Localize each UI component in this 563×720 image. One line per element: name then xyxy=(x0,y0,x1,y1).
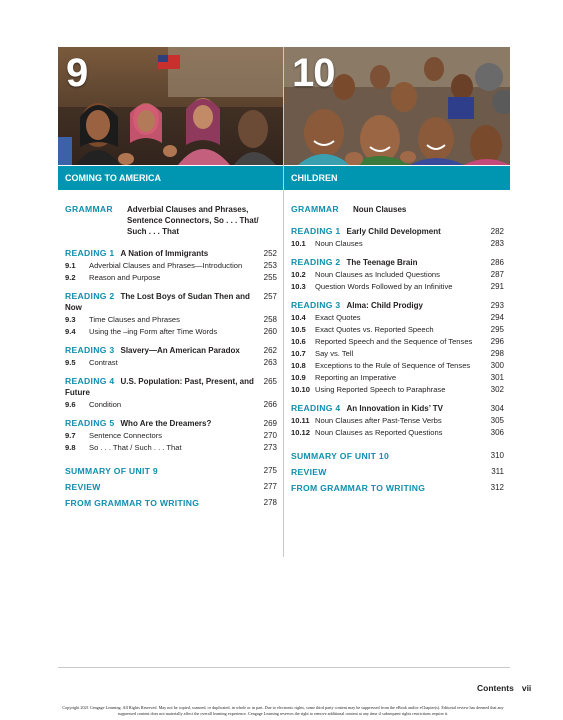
reading-entry[interactable] xyxy=(65,291,277,337)
grammar-topics xyxy=(291,204,504,215)
lesson-number: 10.4 xyxy=(291,313,306,322)
unit-number: 10 xyxy=(292,51,335,95)
reading-entry[interactable] xyxy=(65,248,277,283)
page-number: 305 xyxy=(490,416,504,425)
page-number: 300 xyxy=(490,361,504,370)
reading-entry[interactable] xyxy=(291,257,504,292)
footer-rule xyxy=(58,667,510,668)
page-number: 257 xyxy=(263,292,277,301)
lesson-entry[interactable] xyxy=(65,443,277,453)
unit-title-bar: COMING TO AMERICA xyxy=(58,166,283,190)
reading-label: READING 1 xyxy=(65,248,115,258)
footer-label: Contents xyxy=(477,683,514,693)
lesson-entry[interactable] xyxy=(291,349,504,359)
lesson-title: Noun Clauses as Reported Questions xyxy=(315,428,443,437)
lesson-title: Noun Clauses as Included Questions xyxy=(315,270,440,279)
lesson-number: 10.8 xyxy=(291,361,306,370)
page-number: 304 xyxy=(490,404,504,413)
summary-link[interactable]: SUMMARY OF UNIT 10 310 xyxy=(291,451,504,461)
lesson-title: Adverbial Clauses and Phrases—Introduction xyxy=(89,261,243,270)
lesson-entry[interactable] xyxy=(65,261,277,271)
lesson-number: 10.11 xyxy=(291,416,310,425)
reading-label: READING 1 xyxy=(291,226,341,236)
lesson-title: Exceptions to the Rule of Sequence of Tenses xyxy=(315,361,471,370)
reading-title: The Teenage Brain xyxy=(346,258,418,267)
lesson-number: 10.5 xyxy=(291,325,306,334)
page-number: 295 xyxy=(490,325,504,334)
lesson-entry[interactable] xyxy=(65,431,277,441)
reading-title: Alma: Child Prodigy xyxy=(346,301,423,310)
unit-summary-links xyxy=(291,450,504,494)
lesson-title: Using Reported Speech to Paraphrase xyxy=(315,385,446,394)
page-number: 258 xyxy=(263,315,277,324)
reading-title: An Innovation in Kids’ TV xyxy=(346,404,443,413)
page-number: 287 xyxy=(490,270,504,279)
reading-label: READING 4 xyxy=(291,403,341,413)
lesson-number: 10.12 xyxy=(291,428,311,437)
lesson-title: Reported Speech and the Sequence of Tenses xyxy=(315,337,473,346)
lesson-title: Reason and Purpose xyxy=(89,273,161,282)
reading-label: READING 5 xyxy=(65,418,115,428)
page-number: 266 xyxy=(263,400,277,409)
lesson-title: Question Words Followed by an Infinitive xyxy=(315,282,453,291)
page-number: 306 xyxy=(490,428,504,437)
review-link[interactable]: REVIEW 277 xyxy=(65,482,277,492)
unit-9-column xyxy=(58,47,283,509)
unit-title-bar: CHILDREN xyxy=(284,166,510,190)
lesson-title: Contrast xyxy=(89,358,118,367)
lesson-number: 9.7 xyxy=(65,431,76,440)
lesson-number: 10.7 xyxy=(291,349,306,358)
grammar-to-writing-link[interactable]: FROM GRAMMAR TO WRITING 278 xyxy=(65,498,277,508)
unit-10-toc xyxy=(284,190,510,494)
lesson-number: 10.3 xyxy=(291,282,306,291)
lesson-number: 9.1 xyxy=(65,261,76,270)
lesson-entry[interactable] xyxy=(291,325,504,335)
lesson-title: So . . . That / Such . . . That xyxy=(89,443,182,452)
page-number: 263 xyxy=(263,358,277,367)
lesson-number: 10.2 xyxy=(291,270,306,279)
summary-link[interactable]: SUMMARY OF UNIT 9 275 xyxy=(65,466,277,476)
lesson-number: 10.9 xyxy=(291,373,306,382)
page-number: 286 xyxy=(490,258,504,267)
reading-label: READING 2 xyxy=(291,257,341,267)
reading-label: READING 3 xyxy=(65,345,115,355)
reading-title: A Nation of Immigrants xyxy=(120,249,209,258)
unit-summary-links xyxy=(65,465,277,509)
lesson-number: 10.10 xyxy=(291,385,311,394)
lesson-number: 9.2 xyxy=(65,273,76,282)
lesson-title: Using the –ing Form after Time Words xyxy=(89,327,218,336)
grammar-topics-text: Noun Clauses xyxy=(353,205,407,214)
lesson-title: Reporting an Imperative xyxy=(315,373,397,382)
lesson-entry[interactable] xyxy=(65,400,277,410)
running-footer xyxy=(477,683,531,693)
unit-10-column xyxy=(284,47,510,494)
reading-title: U.S. Population: Past, Present, and Future xyxy=(65,377,254,397)
reading-title: The Lost Boys of Sudan Then and Now xyxy=(65,292,250,312)
grammar-label: GRAMMAR xyxy=(65,204,113,214)
lesson-number: 9.6 xyxy=(65,400,76,409)
page-number: 291 xyxy=(490,282,504,291)
grammar-to-writing-link[interactable]: FROM GRAMMAR TO WRITING 312 xyxy=(291,483,504,493)
reading-title: Who Are the Dreamers? xyxy=(120,419,212,428)
lesson-number: 9.8 xyxy=(65,443,76,452)
page-number: 253 xyxy=(263,261,277,270)
reading-entry[interactable] xyxy=(291,300,504,395)
page-number: 282 xyxy=(490,227,504,236)
unit-9-toc xyxy=(58,190,283,509)
reading-entry[interactable] xyxy=(65,376,277,410)
reading-entry[interactable] xyxy=(65,345,277,368)
reading-label: READING 3 xyxy=(291,300,341,310)
reading-title: Early Child Development xyxy=(346,227,441,236)
reading-label: READING 4 xyxy=(65,376,115,386)
lesson-entry[interactable] xyxy=(291,337,504,347)
lesson-entry[interactable] xyxy=(291,270,504,280)
page-number: 301 xyxy=(490,373,504,382)
page-number: 283 xyxy=(490,239,504,248)
lesson-title: Time Clauses and Phrases xyxy=(89,315,180,324)
reading-entry[interactable] xyxy=(291,226,504,249)
page-number: 252 xyxy=(263,249,277,258)
reading-entry[interactable] xyxy=(65,418,277,453)
page-number: 273 xyxy=(263,443,277,452)
lesson-entry[interactable] xyxy=(291,373,504,383)
lesson-entry[interactable] xyxy=(291,282,504,292)
lesson-entry[interactable] xyxy=(291,385,504,395)
page-number: 293 xyxy=(490,301,504,310)
lesson-title: Exact Quotes vs. Reported Speech xyxy=(315,325,434,334)
lesson-entry[interactable] xyxy=(65,358,277,368)
grammar-topics xyxy=(65,204,277,237)
lesson-entry[interactable] xyxy=(291,416,504,426)
copyright-notice: Copyright 2021 Cengage Learning. All Rights Reserved. May not be copied, scanned, or duplicated, in whole or in part. Due to electronic rights, some third party content may be suppressed from the eBook and/or eChapter(s). Editorial review has deemed that any suppressed content does not materially affect the overall learning experience. Cengage Learning reserves the right to remove additional content at any time if subsequent rights restrictions require it. xyxy=(62,705,504,716)
lesson-number: 10.6 xyxy=(291,337,306,346)
lesson-entry[interactable] xyxy=(65,273,277,283)
review-link[interactable]: REVIEW 311 xyxy=(291,467,504,477)
page-number: 269 xyxy=(263,419,277,428)
page-number: 302 xyxy=(490,385,504,394)
lesson-title: Exact Quotes xyxy=(315,313,361,322)
lesson-number: 9.5 xyxy=(65,358,76,367)
unit-9-photo xyxy=(58,47,283,165)
lesson-entry[interactable] xyxy=(65,315,277,325)
page-number: 294 xyxy=(490,313,504,322)
unit-number: 9 xyxy=(66,51,88,95)
page-number: 270 xyxy=(263,431,277,440)
lesson-title: Noun Clauses xyxy=(315,239,363,248)
footer-page-number: vii xyxy=(521,683,532,693)
lesson-title: Condition xyxy=(89,400,122,409)
lesson-number: 9.3 xyxy=(65,315,76,324)
page-number: 260 xyxy=(263,327,277,336)
lesson-entry[interactable] xyxy=(65,327,277,337)
grammar-topics-text: Adverbial Clauses and Phrases, Sentence Connectors, So . . . That/ Such . . . That xyxy=(127,205,259,236)
page-number: 265 xyxy=(263,377,277,386)
page-number: 255 xyxy=(263,273,277,282)
reading-label: READING 2 xyxy=(65,291,115,301)
lesson-title: Noun Clauses after Past-Tense Verbs xyxy=(315,416,442,425)
reading-title: Slavery—An American Paradox xyxy=(120,346,240,355)
lesson-number: 9.4 xyxy=(65,327,76,336)
page-number: 298 xyxy=(490,349,504,358)
crowd-photo-illustration xyxy=(58,47,283,165)
reading-entry[interactable] xyxy=(291,403,504,438)
grammar-label: GRAMMAR xyxy=(291,204,339,214)
lesson-entry[interactable] xyxy=(291,428,504,438)
lesson-entry[interactable] xyxy=(291,361,504,371)
lesson-number: 10.1 xyxy=(291,239,306,248)
lesson-entry[interactable] xyxy=(291,239,504,249)
lesson-title: Say vs. Tell xyxy=(315,349,354,358)
lesson-title: Sentence Connectors xyxy=(89,431,163,440)
page-number: 296 xyxy=(490,337,504,346)
unit-10-photo xyxy=(284,47,510,165)
page-number: 262 xyxy=(263,346,277,355)
lesson-entry[interactable] xyxy=(291,313,504,323)
